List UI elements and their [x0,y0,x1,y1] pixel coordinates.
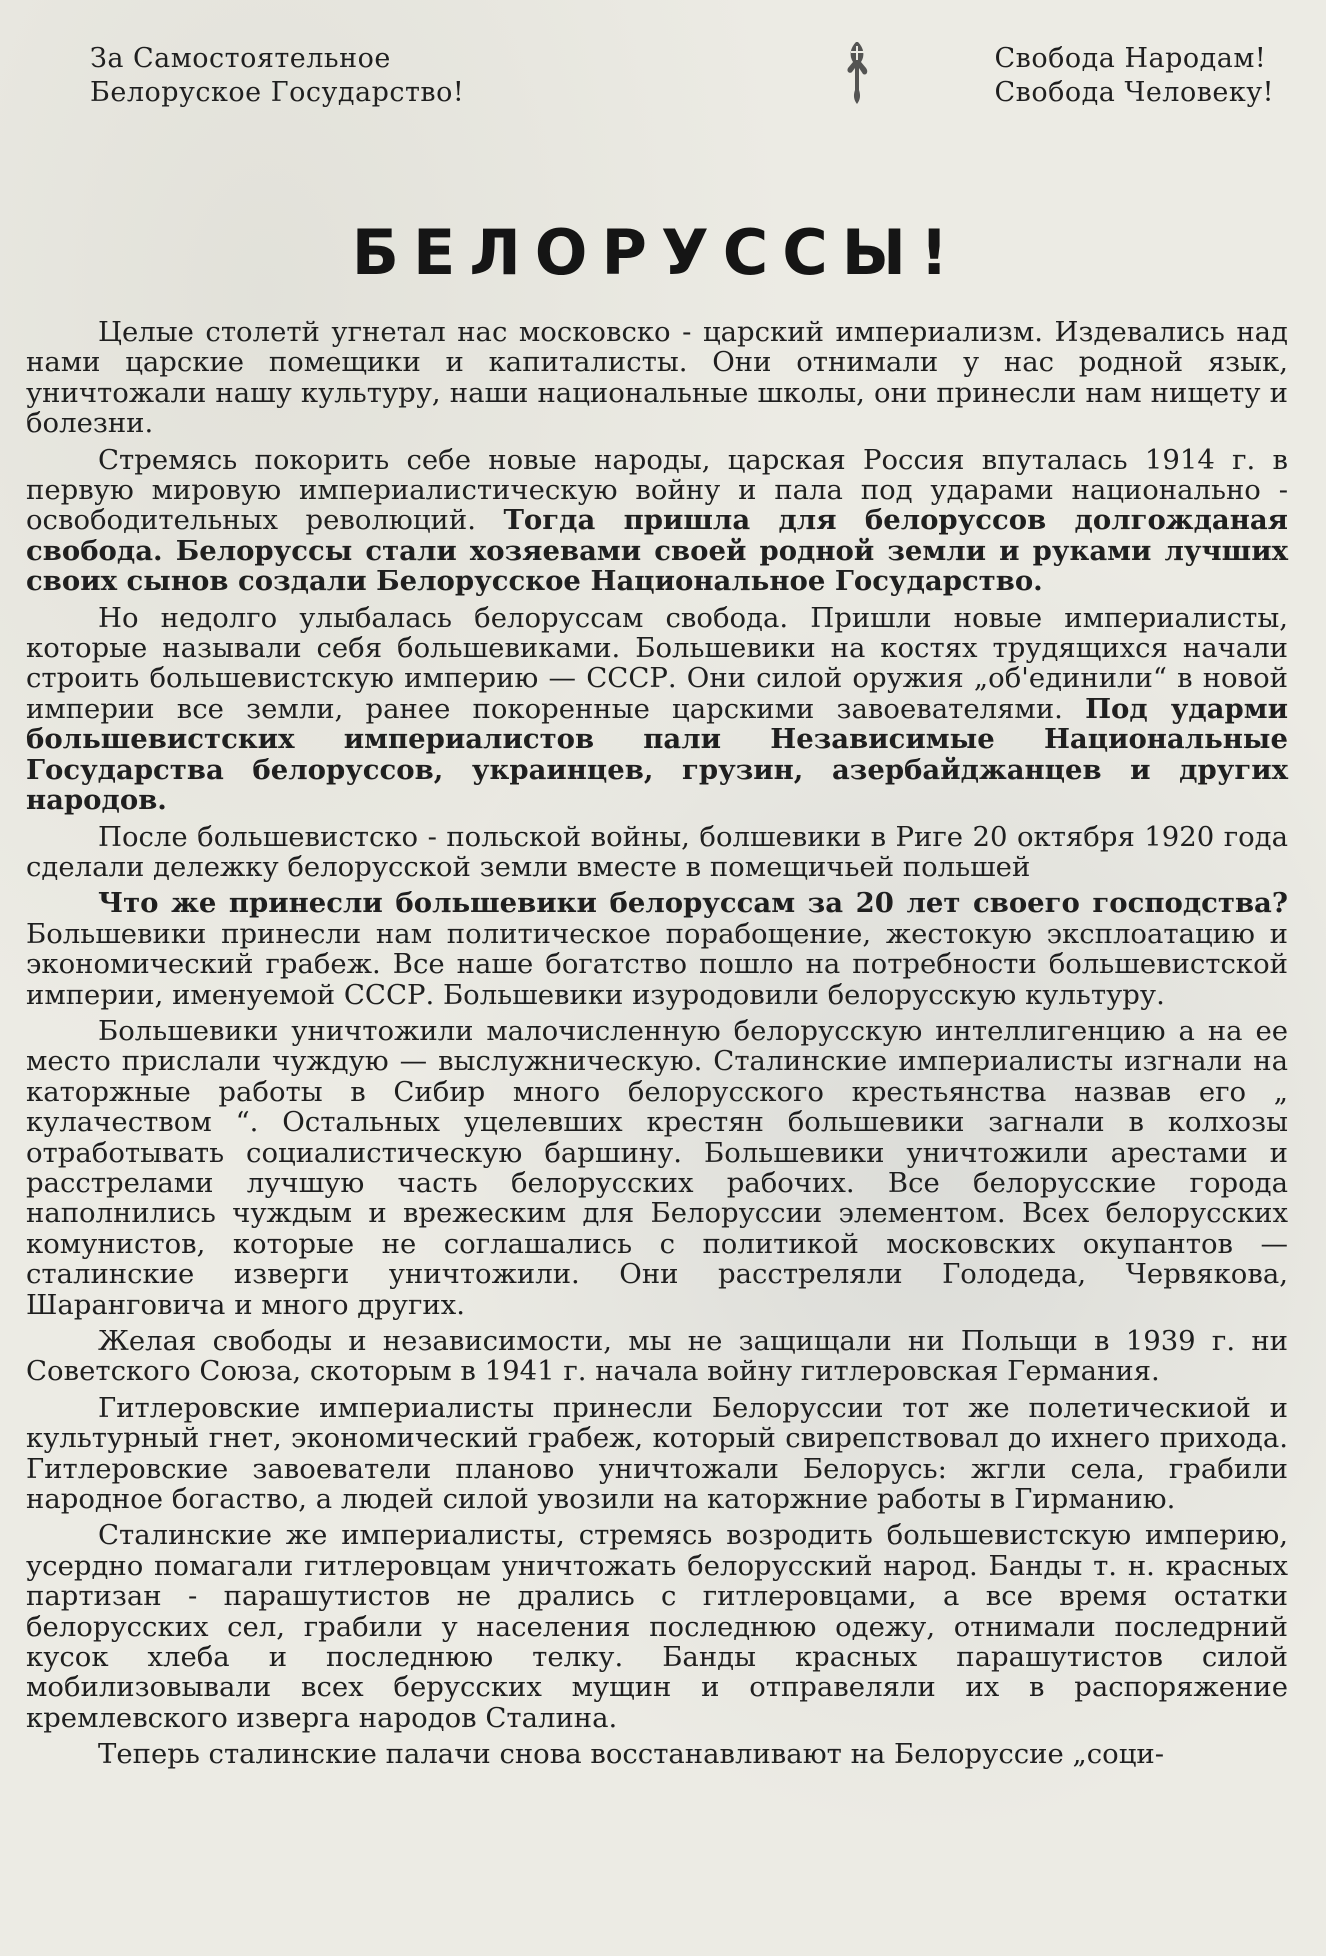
left-slogan-line-1: За Самостоятельное [90,43,391,74]
paragraph-7: Желая свободы и независимости, мы не защищали ни Польщи в 1939 г. ни Советского Союза, скоторым в 1941 г. начала войну гитлеровская Германия. [26,1325,1288,1388]
paragraph-3: Но недолго улыбалась белоруссам свобода. Пришли новые империалисты, которые называли себя большевиками. Большевики на костях трудящихся начали строить большевистскую империю — СССР. Они силой оружия „об'единили“ в новой империи все земли, ранее покоренные царскими завоевателями. Под ударми большевистских империалистов пали Независимые Национальные Государства белоруссов, украинцев, грузин, азербайджанцев и других народов. [26,601,1288,817]
leaflet-header [26,30,1288,180]
paragraph-4: После большевистско - польской войны, болшевики в Риге 20 октября 1920 года сделали дележку белорусской земли вместе в помещичьей польшей [26,820,1288,883]
left-slogan [90,42,464,110]
paragraph-1: Целые столетй угнетал нас московско - царский империализм. Издевались над нами царские помещики и капиталисты. Они отнимали у нас родной язык, уничтожали нашу культуру, наши национальные школы, они принесли нам нищету и болезни. [26,316,1288,440]
right-slogan-line-1: Свобода Народам! [994,43,1267,74]
paragraph-10: Теперь сталинские палачи снова восстанавливают на Белоруссие „соци- [98,1738,1165,1771]
right-slogan [995,42,1274,110]
leaflet-title: БЕЛОРУССЫ! [351,216,963,289]
paragraph-9: Сталинские же империалисты, стремясь возродить большевистскую империю, усердно помагали гитлеровцам уничтожать белорусский народ. Банды т. н. красных партизан - парашутистов не дрались с гитлеровцами, а все время остатки белорусских сел, грабили у населения последнюю одежу, отнимали последрний кусок хлеба и последнюю телку. Банды красных парашутистов силой мобилизовывали всех беруcских мущин и отправеляли их в распоряжение кремлевского изверга народов Сталина. [26,1519,1288,1734]
paragraph-6: Большевики уничтожили малочисленную белорусскую интеллигенцию а на ее место прислали чуждую — выслужническую. Сталинские империалисты изгнали на каторжные работы в Сибир много белорусского крестьянства назвав его „ кулачеством “. Остальных уцелевших крестян большевики загнали в колхозы отработывать социалистическую баршину. Большевики уничтожили арестами и расстрелами лучшую часть белорусских рабочих. Все белорусские города наполнились чуждым и врежеским для Белоруссии элементом. Всех белорусских комунистов, которые не соглашались с политикой московских окупантов — сталинские изверги уничтожили. Они расстреляли Голодеда, Червякова, Шаранговича и много других. [26,1014,1288,1321]
paragraph-5: Что же принесли большевики белоруссам за 20 лет своего господства? Большевики принесли нам политическое порабощение, жестокую эксплоатацию и экономический грабеж. Все наше богатство пошло на потребности большевистской империи, именуемой СССР. Большевики изуродовили белорусскую культуру. [26,887,1288,1011]
left-slogan-line-2: Белоруское Государство! [90,77,465,108]
knight-emblem-icon [836,38,878,108]
paragraph-2: Стремясь покорить себе новые народы, царская Россия впуталась 1914 г. в первую мировую империалистическую войну и пала под ударами национально - освободительных революций. Тогда пришла для белоруссов долгожданая свобода. Белоруссы стали хозяевами своей родной земли и руками лучших своих сынов создали Белорусское Национальное Государство. [26,443,1288,598]
paragraph-8: Гитлеровские империалисты принесли Белоруссии тот же полетическиой и культурный гнет, экономический грабеж, который свирепствовал до ихнего прихода. Гитлеровские завоеватели планово уничтожали Белорусь: жгли села, грабили народное богаство, а людей силой увозили на каторжние работы в Гирманию. [26,1391,1288,1516]
right-slogan-line-2: Свобода Человеку! [994,77,1274,108]
leaflet-body [26,317,1288,1770]
